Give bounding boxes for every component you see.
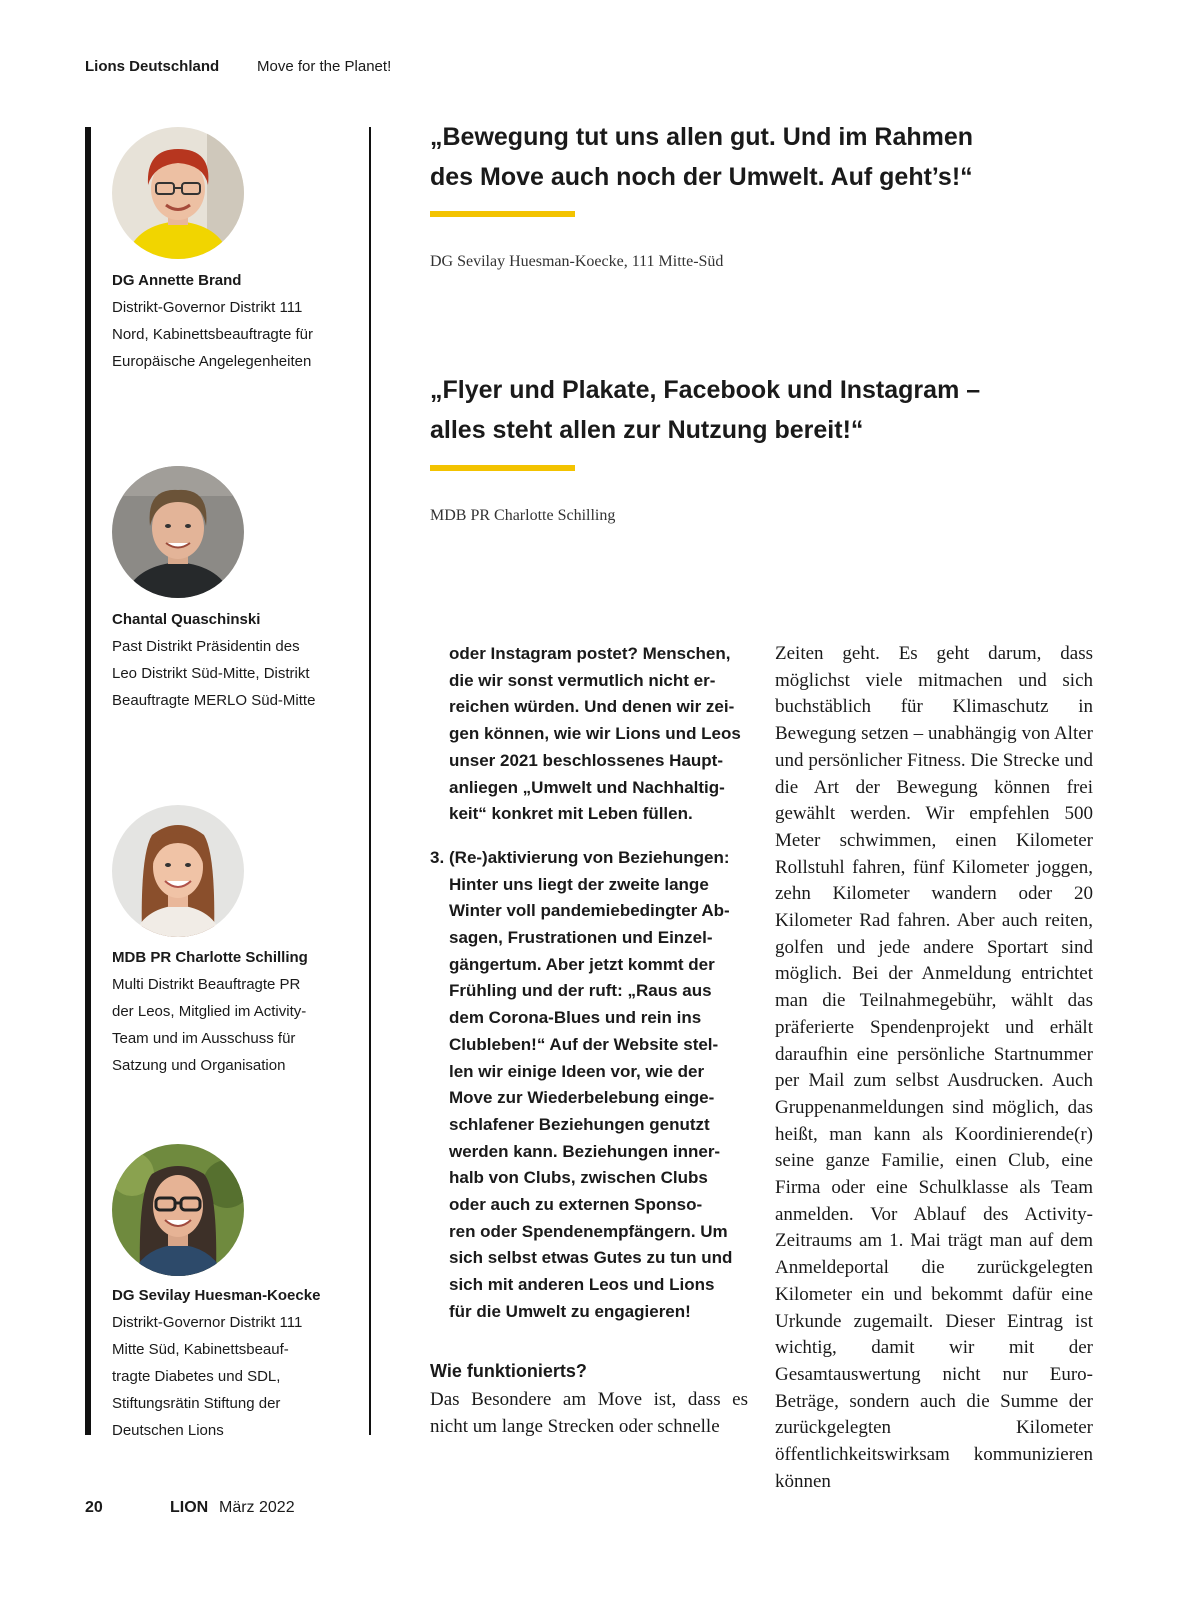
quote-author: DG Sevilay Huesman-Koecke, 111 Mitte-Süd [430,253,724,270]
continued-paragraph: oder Instagram postet? Menschen, die wir sonst vermutlich nicht er- reichen würden. Und denen wir zei- gen können, wie wir Lions und Leos unser 2021 beschlossenes Haupt- anliegen „Umwelt und Nachhaltig- keit“ konkret mit Leben füllen. [449,644,741,824]
profile-role: Past Distrikt Präsidentin des Leo Distrikt Süd-Mitte, Distrikt Beauftragte MERLO Süd-Mitte [112,638,316,709]
profile-role: Distrikt-Governor Distrikt 111 Mitte Süd, Kabinettsbeauf- tragte Diabetes und SDL, Stiftungsrätin Stiftung der Deutschen Lions [112,1314,303,1439]
quote-author: MDB PR Charlotte Schilling [430,507,616,524]
header-section-title: Move for the Planet! [257,58,392,75]
pull-quote: „Flyer und Plakate, Facebook und Instagram – alles steht allen zur Nutzung bereit!“ [430,376,981,444]
profile-name: DG Sevilay Huesman-Koecke [112,1287,321,1304]
avatar-annette-brand [112,127,244,259]
magazine-name: LION [170,1499,209,1516]
page-number: 20 [85,1499,103,1516]
article-paragraph-col2: Das Besondere am Move ist, dass es nicht um lange Strecken oder schnelle [430,1389,748,1437]
pull-quote: „Bewegung tut uns allen gut. Und im Rahmen des Move auch noch der Umwelt. Auf geht’s!“ [430,123,974,191]
avatar-sevilay-huesman-koecke [112,1144,244,1276]
avatar-charlotte-schilling [112,805,244,937]
article-bold-text [430,641,748,1326]
profile-name: Chantal Quaschinski [112,611,261,628]
section-subheading: Wie funktionierts? [430,1361,587,1381]
issue-date: März 2022 [219,1499,295,1516]
quote-accent-line [430,211,575,217]
list-number: 3. [430,847,445,867]
profile-role: Multi Distrikt Beauftragte PR der Leos, Mitglied im Activity- Team und im Ausschuss für Satzung und Organisation [112,976,307,1074]
profile-name: DG Annette Brand [112,272,242,289]
left-accent-bar [85,127,91,1435]
list-item-3: 3. (Re-)aktivierung von Beziehungen: Hinter uns liegt der zweite lange Winter voll pandemiebedingter Ab- sagen, Frustrationen und Einzel- gängertum. Aber jetzt kommt der Frühling und der ruft: „Raus aus dem Corona-Blues und rein ins Clubleben!“ Auf der Website stel- len wir einige Ideen vor, wie der Move zur Wiederbelebung einge- schlafener Beziehungen genutzt werden kann. Beziehungen inner- halb von Clubs, zwischen Clubs oder auch zu externen Sponso- ren oder Spendenempfängern. Um sich selbst etwas Gutes zu tun und sich mit anderen Leos und Lions für die Umwelt zu engagieren! [430,845,748,1326]
quote-accent-line [430,465,575,471]
article-paragraph-col3: Zeiten geht. Es geht darum, dass möglichst viele mitmachen und sich buchstäblich für Klimaschutz in Bewegung setzen – unabhängig von Alter und persönlicher Fitness. Die Strecke und die Art der Bewegung können frei gewählt werden. Wir empfehlen 500 Meter schwimmen, einen Kilometer Rollstuhl fahren, fünf Kilometer joggen, zehn Kilometer wandern oder 20 Kilometer Rad fahren. Aber auch reiten, golfen und jede andere Sportart sind möglich. Bei der Anmeldung entrichtet man die Teilnahmegebühr, wählt das präferierte Spendenprojekt und erhält daraufhin eine persönliche Startnummer per Mail zum selbst Ausdrucken. Auch Gruppenanmeldungen sind möglich, das heißt, man kann als Koordinierende(r) seine ganze Familie, einen Club, eine Firma oder eine Schulklasse als Team anmelden. Vor Ablauf des Activity-Zeitraums am 1. Mai trägt man auf dem Anmeldeportal die zurückgelegten Kilometer ein und bekommt dafür eine Urkunde zugemailt. Dieser Eintrag ist wichtig, damit wir mit der Gesamtauswertung nicht nur Euro-Beträge, sondern auch die Summe der zurückgelegten Kilometer öffentlichkeitswirksam kommunizieren können [775,643,1093,1492]
profile-role: Distrikt-Governor Distrikt 111 Nord, Kabinettsbeauftragte für Europäische Angelegenheiten [112,299,313,370]
column-divider [369,127,371,1435]
header-brand: Lions Deutschland [85,58,220,75]
avatar-chantal-quaschinski [112,466,244,598]
profile-name: MDB PR Charlotte Schilling [112,949,308,966]
